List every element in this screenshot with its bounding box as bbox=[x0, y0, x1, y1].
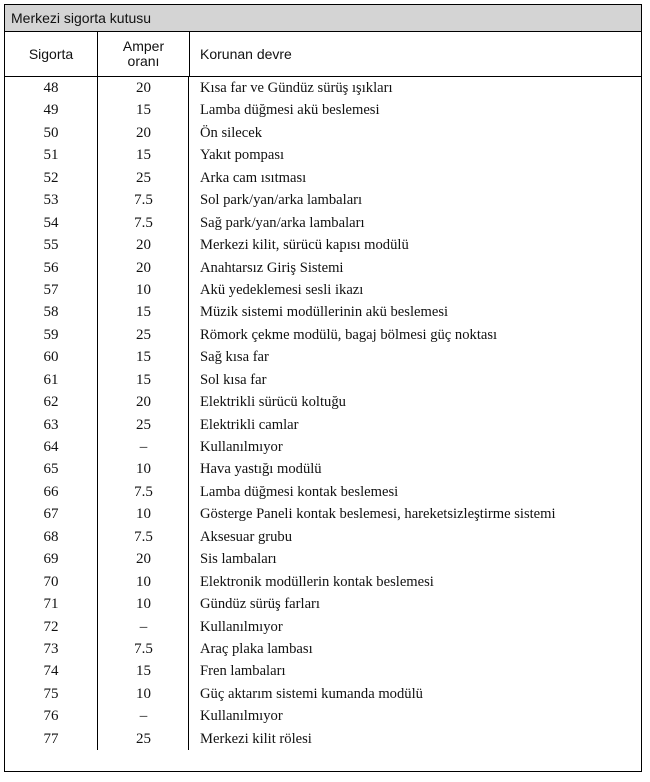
fuse-cell: 63 bbox=[43, 416, 59, 433]
fuse-cell: 72 bbox=[43, 618, 59, 635]
fuse-cell: 67 bbox=[43, 506, 59, 523]
fuse-cell: 58 bbox=[43, 304, 59, 321]
table-row bbox=[5, 391, 641, 413]
amp-cell: 7.5 bbox=[134, 214, 153, 231]
fuse-table bbox=[4, 4, 642, 772]
fuse-cell: 50 bbox=[43, 124, 59, 141]
circuit-cell: Lamba düğmesi kontak beslemesi bbox=[200, 483, 399, 500]
table-row bbox=[5, 257, 641, 279]
table-row bbox=[5, 77, 641, 99]
amp-cell: 15 bbox=[136, 147, 151, 164]
circuit-cell: Ön silecek bbox=[200, 124, 263, 141]
table-row bbox=[5, 301, 641, 323]
circuit-cell: Akü yedeklemesi sesli ikazı bbox=[200, 281, 364, 298]
fuse-cell: 75 bbox=[43, 685, 59, 702]
table-row bbox=[5, 616, 641, 638]
table-row bbox=[5, 436, 641, 458]
table-row bbox=[5, 167, 641, 189]
amp-cell: 20 bbox=[136, 551, 151, 568]
amp-cell: 20 bbox=[136, 80, 151, 96]
fuse-cell: 49 bbox=[43, 102, 59, 119]
amp-cell: 7.5 bbox=[134, 528, 153, 545]
amp-cell: 10 bbox=[136, 281, 151, 298]
amp-cell: 25 bbox=[136, 326, 151, 343]
amp-cell: 15 bbox=[136, 102, 151, 119]
table-row bbox=[5, 324, 641, 346]
circuit-cell: Araç plaka lambası bbox=[200, 640, 313, 657]
table-row bbox=[5, 571, 641, 593]
circuit-cell: Aksesuar grubu bbox=[200, 528, 293, 545]
circuit-cell: Kullanılmıyor bbox=[200, 439, 283, 455]
amp-cell: 20 bbox=[136, 124, 151, 141]
fuse-cell: 74 bbox=[43, 663, 59, 680]
table-row bbox=[5, 728, 641, 750]
fuse-cell: 59 bbox=[43, 326, 59, 343]
fuse-cell: 77 bbox=[43, 730, 59, 747]
fuse-cell: 69 bbox=[43, 551, 59, 568]
amp-cell: 25 bbox=[136, 730, 151, 747]
fuse-cell: 51 bbox=[43, 147, 59, 164]
circuit-cell: Merkezi kilit, sürücü kapısı modülü bbox=[200, 237, 409, 254]
header-amp-line2: oranı bbox=[127, 53, 160, 69]
fuse-cell: 56 bbox=[43, 259, 59, 276]
fuse-cell: 53 bbox=[43, 192, 59, 209]
amp-cell: 10 bbox=[136, 506, 151, 523]
amp-cell: 20 bbox=[136, 237, 151, 254]
circuit-cell: Sağ park/yan/arka lambaları bbox=[200, 214, 365, 231]
amp-cell: 10 bbox=[136, 461, 151, 478]
fuse-cell: 62 bbox=[43, 394, 59, 411]
amp-cell: – bbox=[139, 439, 148, 455]
fuse-cell: 65 bbox=[43, 461, 59, 478]
table-row bbox=[5, 593, 641, 615]
amp-cell: – bbox=[139, 618, 148, 635]
amp-cell: 20 bbox=[136, 394, 151, 411]
fuse-cell: 57 bbox=[43, 281, 59, 298]
amp-cell: 15 bbox=[136, 371, 151, 388]
amp-cell: 7.5 bbox=[134, 192, 153, 209]
fuse-cell: 73 bbox=[43, 640, 59, 657]
table-row bbox=[5, 705, 641, 727]
fuse-cell: 76 bbox=[43, 708, 59, 725]
table-row bbox=[5, 144, 641, 166]
table-row bbox=[5, 683, 641, 705]
table-row bbox=[5, 346, 641, 368]
table-row bbox=[5, 481, 641, 503]
circuit-cell: Kullanılmıyor bbox=[200, 708, 283, 725]
table-row bbox=[5, 122, 641, 144]
table-row bbox=[5, 369, 641, 391]
amp-cell: 10 bbox=[136, 573, 151, 590]
table-row bbox=[5, 234, 641, 256]
amp-cell: 20 bbox=[136, 259, 151, 276]
circuit-cell: Sağ kısa far bbox=[200, 349, 269, 366]
amp-cell: – bbox=[139, 708, 148, 725]
table-row bbox=[5, 279, 641, 301]
table-header-row bbox=[5, 32, 641, 77]
circuit-cell: Römork çekme modülü, bagaj bölmesi güç noktası bbox=[200, 326, 498, 343]
amp-cell: 7.5 bbox=[134, 483, 153, 500]
circuit-cell: Kısa far ve Gündüz sürüş ışıkları bbox=[200, 80, 393, 96]
circuit-cell: Sol kısa far bbox=[200, 371, 267, 388]
header-amp bbox=[97, 32, 189, 76]
fuse-cell: 66 bbox=[43, 483, 59, 500]
table-row bbox=[5, 660, 641, 682]
table-row bbox=[5, 414, 641, 436]
fuse-cell: 71 bbox=[43, 596, 59, 613]
circuit-cell: Arka cam ısıtması bbox=[200, 169, 307, 186]
circuit-cell: Gündüz sürüş farları bbox=[200, 596, 320, 613]
header-fuse: Sigorta bbox=[28, 46, 74, 62]
fuse-cell: 64 bbox=[43, 439, 59, 455]
fuse-cell: 48 bbox=[43, 80, 59, 96]
header-circuit: Korunan devre bbox=[189, 32, 641, 76]
table-row bbox=[5, 458, 641, 480]
circuit-cell: Anahtarsız Giriş Sistemi bbox=[200, 259, 344, 276]
circuit-cell: Gösterge Paneli kontak beslemesi, hareketsizleştirme sistemi bbox=[200, 506, 556, 523]
table-row bbox=[5, 638, 641, 660]
fuse-cell: 54 bbox=[43, 214, 59, 231]
table-row bbox=[5, 99, 641, 121]
circuit-cell: Yakıt pompası bbox=[200, 147, 285, 164]
fuse-cell: 55 bbox=[43, 237, 59, 254]
circuit-cell: Elektrikli sürücü koltuğu bbox=[200, 394, 346, 411]
table-row bbox=[5, 212, 641, 234]
amp-cell: 10 bbox=[136, 596, 151, 613]
amp-cell: 7.5 bbox=[134, 640, 153, 657]
amp-cell: 25 bbox=[136, 416, 151, 433]
table-row bbox=[5, 548, 641, 570]
circuit-cell: Güç aktarım sistemi kumanda modülü bbox=[200, 685, 423, 702]
circuit-cell: Elektrikli camlar bbox=[200, 416, 299, 433]
amp-cell: 15 bbox=[136, 304, 151, 321]
table-title: Merkezi sigorta kutusu bbox=[5, 5, 641, 32]
fuse-cell: 68 bbox=[43, 528, 59, 545]
table-row bbox=[5, 189, 641, 211]
amp-cell: 15 bbox=[136, 349, 151, 366]
table-row bbox=[5, 503, 641, 525]
fuse-cell: 52 bbox=[43, 169, 59, 186]
circuit-cell: Merkezi kilit rölesi bbox=[200, 730, 312, 747]
fuse-cell: 70 bbox=[43, 573, 59, 590]
circuit-cell: Sis lambaları bbox=[200, 551, 277, 568]
amp-cell: 25 bbox=[136, 169, 151, 186]
fuse-cell: 60 bbox=[43, 349, 59, 366]
circuit-cell: Müzik sistemi modüllerinin akü beslemesi bbox=[200, 304, 449, 321]
amp-cell: 15 bbox=[136, 663, 151, 680]
header-amp-line1: Amper bbox=[122, 38, 165, 54]
table-body bbox=[5, 77, 641, 750]
table-row bbox=[5, 526, 641, 548]
amp-cell: 10 bbox=[136, 685, 151, 702]
circuit-cell: Kullanılmıyor bbox=[200, 618, 283, 635]
circuit-cell: Elektronik modüllerin kontak beslemesi bbox=[200, 573, 434, 590]
circuit-cell: Lamba düğmesi akü beslemesi bbox=[200, 102, 380, 119]
circuit-cell: Hava yastığı modülü bbox=[200, 461, 322, 478]
fuse-cell: 61 bbox=[43, 371, 59, 388]
circuit-cell: Sol park/yan/arka lambaları bbox=[200, 192, 363, 209]
circuit-cell: Fren lambaları bbox=[200, 663, 286, 680]
